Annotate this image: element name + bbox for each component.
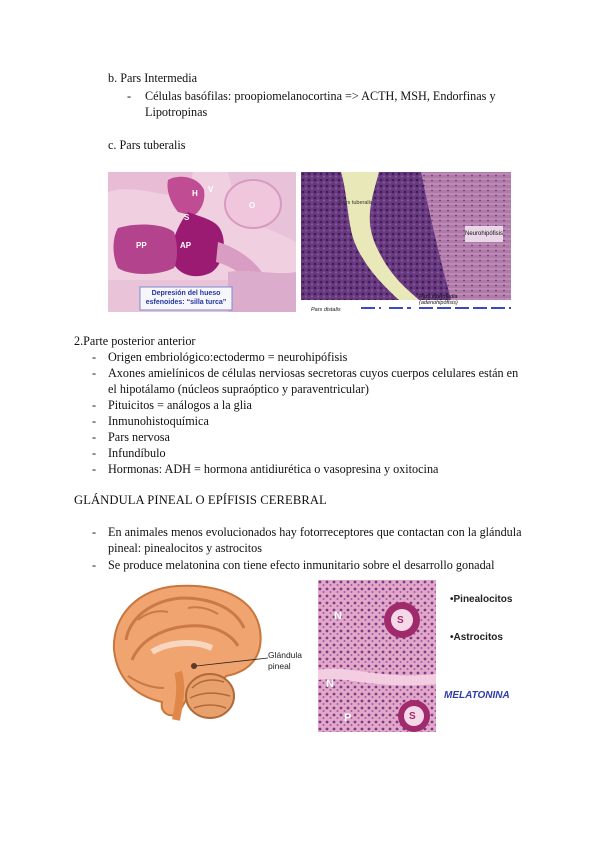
label-n: N — [334, 610, 342, 622]
bullet-dash: - — [92, 430, 97, 444]
label-o: O — [249, 201, 256, 210]
label-line: pineal — [268, 661, 291, 671]
label-s: S — [184, 213, 190, 222]
caption-line: esfenoides: “silla turca” — [145, 299, 227, 306]
list-item-continuation: pineal: pinealocitos y astrocitos — [108, 541, 262, 555]
bullet-dash: - — [92, 525, 97, 539]
bullet-dash: - — [92, 350, 97, 364]
hypophysis-section-image — [108, 172, 296, 312]
pars-intermedia-title: b. Pars Intermedia — [108, 71, 198, 85]
list-item: Inmunohistoquímica — [108, 414, 209, 428]
caption-line: Depresión del hueso — [151, 290, 221, 297]
label-s: S — [409, 711, 416, 722]
bullet-dash: - — [92, 446, 97, 460]
pineal-gland-label — [268, 650, 302, 672]
list-item: Origen embriológico:ectodermo = neurohipófisis — [108, 350, 348, 364]
label-p: P — [344, 712, 352, 724]
legend-astrocitos: •Astrocitos — [450, 632, 503, 643]
brain-sagittal-illustration — [108, 580, 316, 732]
list-item: Hormonas: ADH = hormona antidiurética o vasopresina y oxitocina — [108, 462, 439, 476]
section-heading: GLÁNDULA PINEAL O EPÍFISIS CEREBRAL — [74, 493, 327, 507]
label-ap: AP — [180, 241, 192, 250]
figure-caption — [140, 289, 232, 307]
bullet-dash: - — [127, 89, 132, 103]
label-pars-distalis: Pars distalis — [311, 307, 341, 312]
list-item: Axones amielínicos de células nerviosas secretoras cuyos cuerpos celulares están en — [108, 366, 519, 380]
pars-intermedia-micrograph — [301, 172, 511, 312]
label-pp: PP — [136, 241, 147, 250]
label-v: V — [208, 185, 214, 194]
list-item: En animales menos evolucionados hay fotorreceptores que contactan con la glándula — [108, 525, 522, 539]
list-item: Infundíbulo — [108, 446, 166, 460]
list-item-continuation: el hipotálamo (núcleos supraóptico y paraventricular) — [108, 382, 369, 396]
legend-pinealocitos: •Pinealocitos — [450, 594, 513, 605]
list-item: Se produce melatonina con tiene efecto inmunitario sobre el desarrollo gonadal — [108, 558, 495, 572]
bullet-dash: - — [92, 558, 97, 572]
label-pars-intermedia — [419, 294, 458, 306]
label-line: (adenohipófisis) — [419, 300, 458, 306]
label-h: H — [192, 189, 198, 198]
list-item: Pars nervosa — [108, 430, 170, 444]
label-neurohipofisis: Neurohipófisis — [465, 226, 503, 242]
label-n: N — [326, 678, 334, 690]
section-title: 2.Parte posterior anterior — [74, 334, 196, 348]
label-line: Glándula — [268, 650, 303, 660]
label-pars-tuberalis: Pars tuberalis — [339, 200, 373, 206]
legend-melatonina: MELATONINA — [444, 690, 510, 701]
list-item: Pituicitos = análogos a la glia — [108, 398, 252, 412]
label-line: Pars intermedia — [419, 294, 458, 300]
bullet-dash: - — [92, 398, 97, 412]
bullet-dash: - — [92, 414, 97, 428]
bullet-dash: - — [92, 462, 97, 476]
pineal-micrograph — [318, 580, 436, 732]
list-item: Células basófilas: proopiomelanocortina => ACTH, MSH, Endorfinas y — [145, 89, 496, 103]
list-item-continuation: Lipotropinas — [145, 105, 208, 119]
bullet-dash: - — [92, 366, 97, 380]
pars-tuberalis-title: c. Pars tuberalis — [108, 138, 186, 152]
label-s: S — [397, 615, 404, 626]
